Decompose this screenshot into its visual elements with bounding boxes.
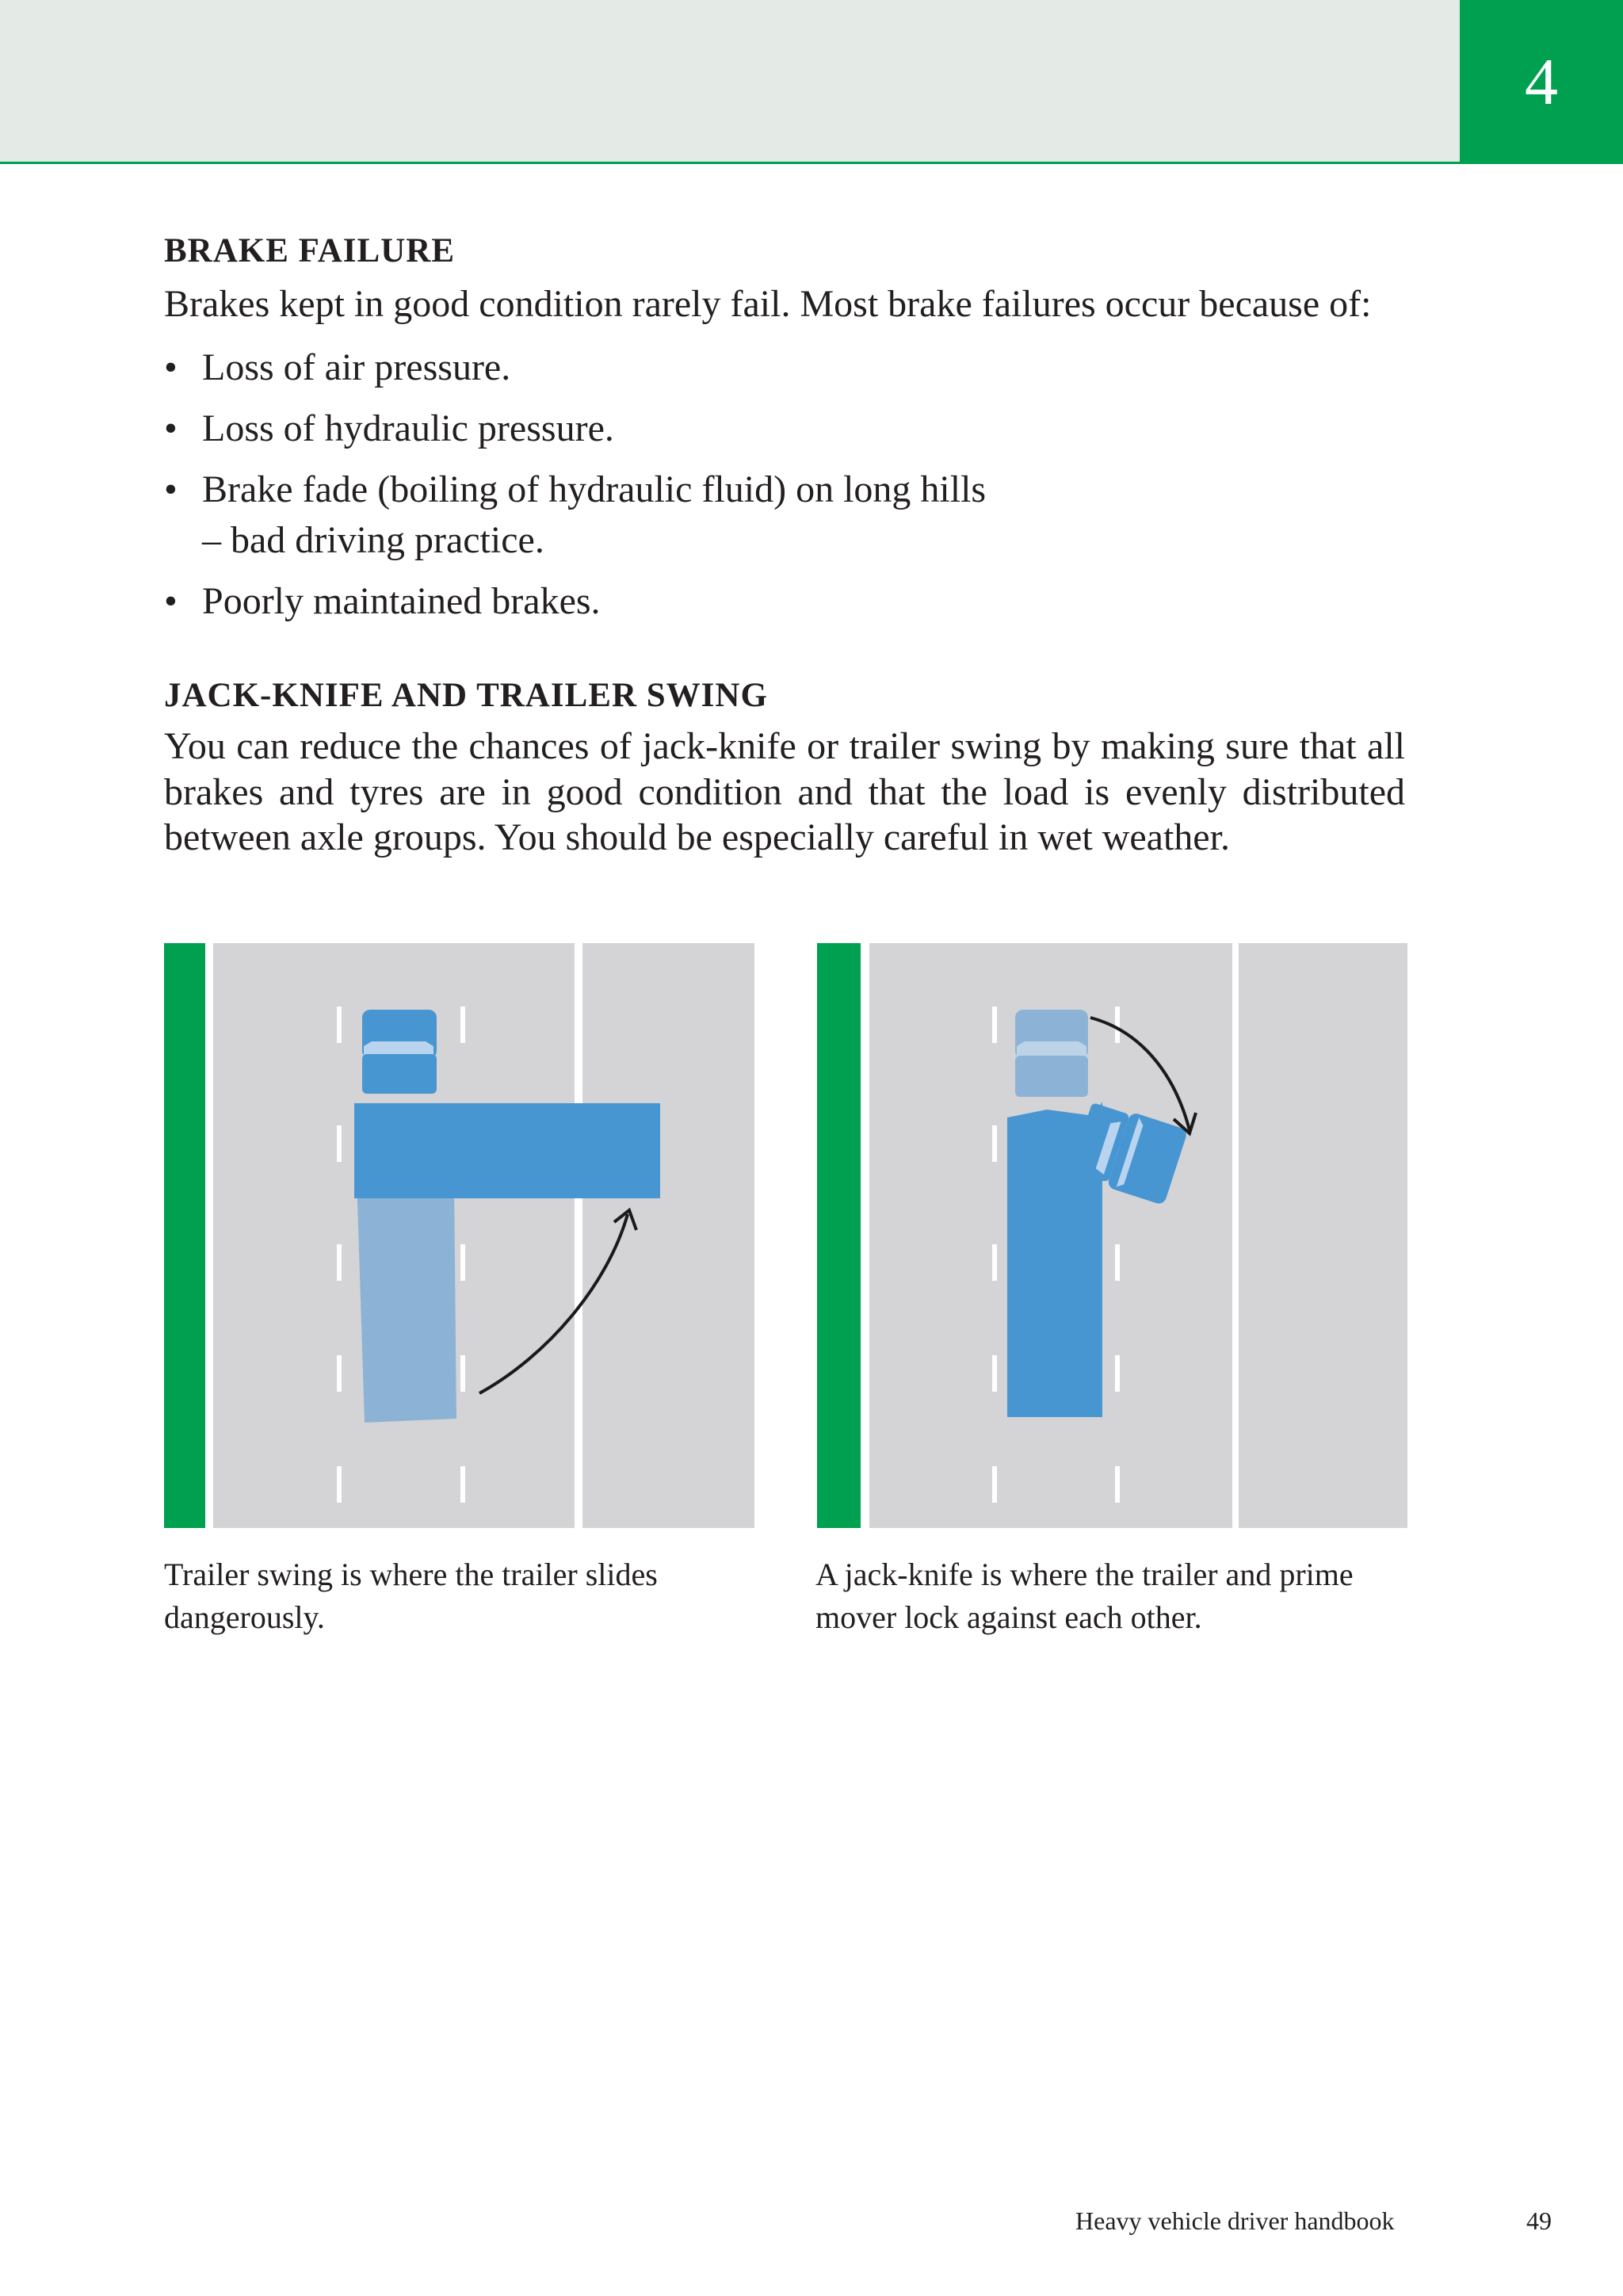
bullet-icon: • [164, 346, 178, 388]
bullet-icon: • [164, 407, 178, 449]
brake-failure-intro: Brakes kept in good condition rarely fail. Most brake failures occur because of: [164, 283, 1372, 325]
ghost-cab [1015, 1010, 1088, 1097]
footer-title: Heavy vehicle driver handbook [1075, 2206, 1395, 2235]
jackknife-heading: JACK-KNIFE AND TRAILER SWING [164, 677, 768, 714]
bullet-icon: • [164, 579, 178, 622]
list-item-text: Brake fade (boiling of hydraulic fluid) on long hills [202, 468, 987, 511]
list-item [164, 403, 1405, 453]
bullet-icon: • [164, 468, 178, 511]
brake-failure-heading: BRAKE FAILURE [164, 232, 455, 269]
list-item-text: Loss of air pressure. [202, 346, 511, 388]
prime-mover-cab [362, 1010, 437, 1094]
trailer-swing-svg [164, 943, 754, 1528]
road-verge [817, 943, 861, 1528]
list-item-continuation: – bad driving practice. [202, 518, 544, 561]
list-item-text: Poorly maintained brakes. [202, 579, 601, 622]
trailer-swing-illustration [164, 943, 754, 1528]
swinging-trailer [354, 1103, 660, 1198]
jackknife-section [164, 678, 1405, 861]
list-item [164, 576, 1405, 626]
list-item-text: Loss of hydraulic pressure. [202, 407, 614, 449]
jackknife-svg [817, 943, 1407, 1528]
chapter-number-tab: 4 [1460, 0, 1623, 164]
page-number: 49 [1526, 2206, 1552, 2235]
trailer-swing-caption: Trailer swing is where the trailer slides dangerously. [164, 1557, 658, 1635]
road-verge [164, 943, 205, 1528]
jackknife-illustration [817, 943, 1407, 1528]
brake-failure-list [164, 342, 1405, 627]
brake-failure-section [164, 234, 1405, 637]
list-item [164, 464, 1405, 565]
header-band [0, 0, 1460, 164]
jackknife-paragraph: You can reduce the chances of jack-knife or trailer swing by making sure that all brakes and tyres are in good condition and that the load is evenly distributed between axle groups. You should be especially careful in wet weather. [164, 725, 1405, 859]
road-shoulder [1239, 943, 1407, 1528]
jackknife-caption: A jack-knife is where the trailer and prime mover lock against each other. [815, 1557, 1354, 1635]
list-item [164, 342, 1405, 392]
road-shoulder [582, 943, 754, 1528]
